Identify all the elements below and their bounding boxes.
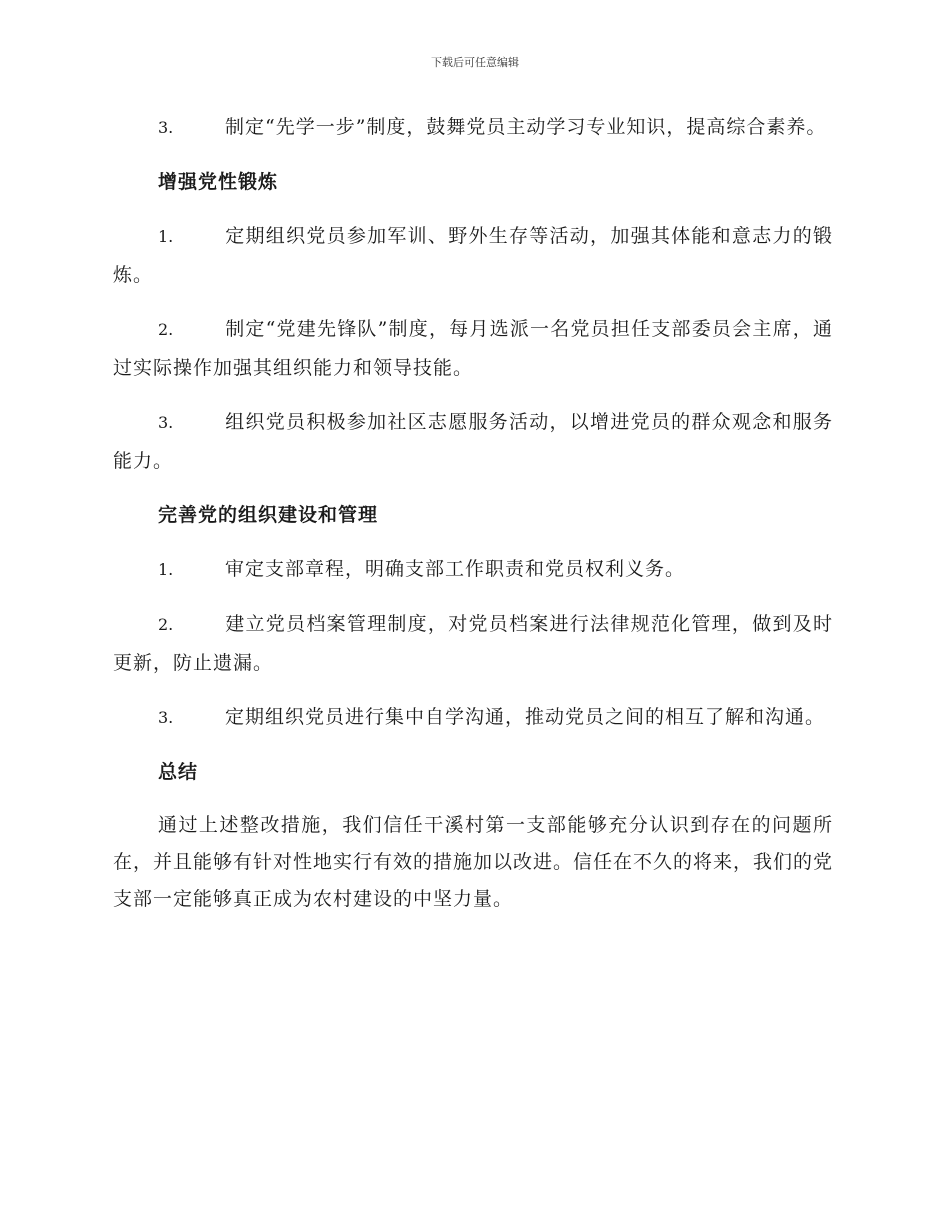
list-item [113,310,833,387]
item-number: 2. [158,320,174,339]
list-item [113,217,833,294]
item-text: 制定“先学一步”制度，鼓舞党员主动学习专业知识，提高综合素养。 [225,116,827,138]
item-text: 定期组织党员参加军训、野外生存等活动，加强其体能和意志力的锻炼。 [113,225,833,286]
item-text: 组织党员积极参加社区志愿服务活动，以增进党员的群众观念和服务能力。 [113,411,833,472]
list-item [113,605,833,682]
item-text: 制定“党建先锋队”制度，每月选派一名党员担任支部委员会主席，通过实际操作加强其组织能力和领导技能。 [113,318,833,379]
item-number: 3. [158,708,174,727]
list-item [113,108,833,147]
item-number: 3. [158,413,174,432]
summary-paragraph: 通过上述整改措施，我们信任干溪村第一支部能够充分认识到存在的问题所在，并且能够有针对性地实行有效的措施加以改进。信任在不久的将来，我们的党支部一定能够真正成为农村建设的中坚力量。 [113,814,834,910]
item-number: 3. [158,118,174,137]
item-number: 1. [158,560,174,579]
section-heading: 增强党性锻炼 [158,171,279,193]
section-heading: 完善党的组织建设和管理 [158,504,379,526]
summary-heading: 总结 [158,761,199,783]
list-item [113,550,833,589]
list-item [113,403,833,480]
item-number: 2. [158,615,174,634]
item-text: 审定支部章程，明确支部工作职责和党员权利义务。 [225,558,686,580]
item-text: 建立党员档案管理制度，对党员档案进行法律规范化管理，做到及时更新，防止遗漏。 [113,613,833,674]
item-text: 定期组织党员进行集中自学沟通，推动党员之间的相互了解和沟通。 [225,706,826,728]
document-body [113,108,833,918]
page-header: 下载后可任意编辑 [431,56,519,69]
list-item [113,698,833,737]
item-number: 1. [158,227,174,246]
